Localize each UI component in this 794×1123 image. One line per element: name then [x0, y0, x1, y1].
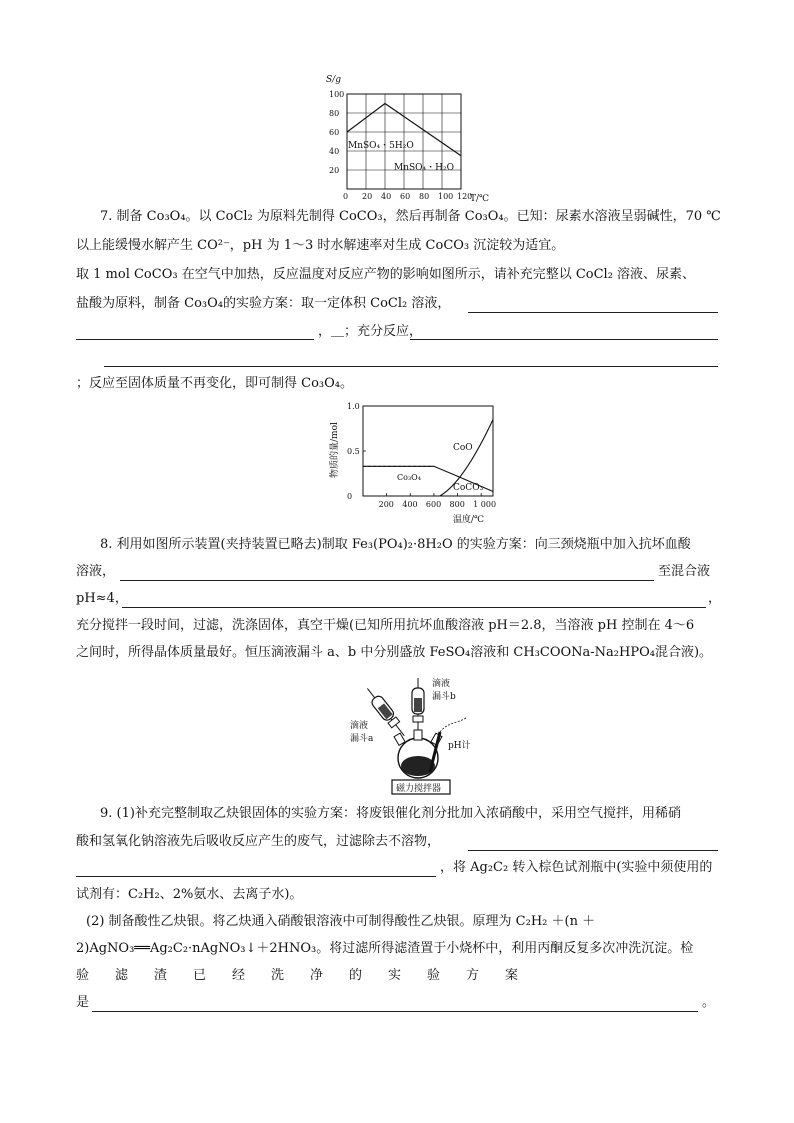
- x-axis-label: 温度/℃: [453, 515, 485, 525]
- q9-line-3: [440, 859, 712, 877]
- q8-answer-blank-1[interactable]: [120, 566, 654, 581]
- q9-text-8-post: 。: [702, 995, 716, 1010]
- y-tick-label: 60: [329, 128, 340, 137]
- funnel-b-liquid: [414, 698, 422, 712]
- q9-answer-blank-3[interactable]: [92, 997, 698, 1012]
- q9-answer-blank-1[interactable]: [468, 836, 718, 851]
- q9-line-8: [76, 994, 89, 1012]
- q8-line-3: [76, 590, 128, 608]
- q7-text-4: 盐酸为原料，制备 Co₃O₄的实验方案：取一定体积 CoCl₂ 溶液，: [76, 296, 451, 311]
- label-funnel-a-1: 滴液: [350, 721, 369, 731]
- q8-text-4: 充分搅拌一段时间，过滤，洗涤固体，真空干燥(已知所用抗坏血酸溶液 pH＝2.8，当溶液 pH 控制在 4～6: [76, 618, 695, 633]
- x-axis-label: T/℃: [470, 194, 490, 204]
- q9-line-8-end: [702, 994, 715, 1012]
- q9-text-5: (2) 制备酸性乙炔银。将乙炔通入硝酸银溶液中可制得酸性乙炔银。原理为 C₂H₂ ＋(n ＋: [86, 914, 596, 929]
- q7-answer-blank-3[interactable]: [410, 325, 718, 340]
- q7-line-4: [76, 295, 450, 313]
- y-tick-label: 0: [347, 492, 353, 501]
- q9-line-5: [86, 913, 595, 931]
- q9-number: 9.: [100, 806, 113, 821]
- q7-answer-blank-1[interactable]: [468, 298, 718, 313]
- q9-answer-blank-2[interactable]: [76, 862, 436, 877]
- q9-text-8-pre: 是: [76, 995, 90, 1010]
- apparatus-figure: [340, 672, 480, 796]
- q7-text-7: ；反应至固体质量不再变化，即可制得 Co₃O₄。: [76, 376, 353, 391]
- y-axis-label: S/g: [326, 75, 341, 85]
- q7-line-1: [100, 208, 721, 226]
- x-tick-label: 800: [449, 500, 465, 509]
- x-tick-label: 40: [381, 192, 392, 201]
- series-label-mnso4-h2o: MnSO₄・H₂O: [394, 163, 454, 173]
- q9-text-7: 验 滤 渣 已 经 洗 净 的 实 验 方 案: [76, 968, 519, 983]
- q9-text-6: 2)AgNO₃══Ag₂C₂·nAgNO₃↓＋2HNO₃。将过滤所得滤渣置于小烧杯中，利用丙酮反复多次冲洗沉淀。检: [76, 941, 694, 956]
- cobalt-chart: [325, 398, 505, 526]
- q7-text-5: ，＿；充分反应，: [318, 324, 423, 339]
- q7-text-2: 以上能缓慢水解产生 CO²⁻，pH 为 1～3 时水解速率对生成 CoCO₃ 沉淀较为适宜。: [76, 238, 565, 253]
- q9-line-4: [76, 886, 302, 904]
- x-tick-label: 0: [343, 192, 349, 201]
- q7-answer-blank-4[interactable]: [104, 352, 718, 367]
- q8-line-2-end: [658, 563, 710, 581]
- q8-answer-blank-2[interactable]: [122, 593, 706, 608]
- y-axis-label: 物质的量/mol: [330, 422, 340, 478]
- q8-text-1: 利用如图所示装置(夹持装置已略去)制取 Fe₃(PO₄)₂·8H₂O 的实验方案：向三颈烧瓶中加入抗坏血酸: [116, 537, 691, 552]
- q8-line-4: [76, 617, 694, 635]
- curve-label-co3o4: Co₃O₄: [397, 473, 421, 482]
- funnel-a-icon: [363, 685, 409, 740]
- q9-text-4: 试剂有：C₂H₂、2%氨水、去离子水)。: [76, 887, 303, 902]
- apparatus-svg: [340, 672, 480, 796]
- solubility-chart-svg: [320, 72, 500, 206]
- x-tick-label: 60: [400, 192, 411, 201]
- funnel-b-stopcock: [413, 716, 423, 722]
- q7-number: 7.: [100, 209, 113, 224]
- q8-text-3-post: ，: [708, 591, 722, 606]
- label-stirrer: 磁力搅拌器: [396, 784, 442, 794]
- x-tick-label: 400: [402, 500, 418, 509]
- q8-line-3-end: [708, 590, 721, 608]
- q7-line-2: [76, 237, 564, 255]
- q7-line-7: [76, 375, 353, 393]
- cobalt-chart-svg: [325, 398, 505, 526]
- q8-text-2-pre: 溶液，: [76, 564, 116, 579]
- q9-text-2: 酸和氢氧化钠溶液先后吸收反应产生的废气，过滤除去不溶物，: [76, 834, 441, 849]
- y-tick-label: 20: [329, 166, 340, 175]
- x-tick-label: 600: [425, 500, 442, 509]
- q9-line-7: [76, 967, 518, 985]
- x-tick-label: 120: [457, 192, 473, 201]
- center-neck: [414, 730, 422, 740]
- x-tick-label: 100: [438, 192, 454, 201]
- q7-line-3: [76, 266, 695, 284]
- x-tick-label: 1 000: [473, 500, 497, 509]
- x-tick-label: 20: [362, 192, 373, 201]
- q7-answer-blank-2[interactable]: [76, 325, 314, 340]
- series-label-mnso4-5h2o: MnSO₄・5H₂O: [348, 141, 414, 151]
- ph-cable: [440, 718, 466, 732]
- y-tick-label: 100: [329, 90, 345, 99]
- q7-line-5: [318, 323, 422, 341]
- y-tick-label: 40: [329, 147, 340, 156]
- q8-line-5: [76, 644, 712, 662]
- q9-line-2: [76, 833, 440, 851]
- solubility-chart: [320, 72, 500, 206]
- curve-label-coo: CoO: [453, 443, 473, 453]
- curve-label-coco3: CoCO₃: [453, 483, 484, 493]
- label-funnel-a-2: 漏斗a: [350, 734, 374, 744]
- x-tick-label: 80: [419, 192, 430, 201]
- label-funnel-b-2: 漏斗b: [432, 692, 456, 702]
- q8-line-2: [76, 563, 115, 581]
- y-tick-label: 80: [329, 109, 340, 118]
- label-funnel-b-1: 滴液: [432, 679, 451, 689]
- q8-text-3-pre: pH≈4，: [76, 591, 128, 606]
- q8-text-5: 之间时，所得晶体质量最好。恒压滴液漏斗 a、b 中分别盛放 FeSO₄溶液和 CH₃COONa-Na₂HPO₄混合液)。: [76, 645, 713, 660]
- x-tick-label: 200: [378, 500, 394, 509]
- q9-line-1: [100, 805, 681, 823]
- y-tick-label: 0.5: [347, 447, 360, 456]
- q9-text-1: (1)补充完整制取乙炔银固体的实验方案：将废银催化剂分批加入浓硝酸中，采用空气搅拌，用稀硝: [116, 806, 681, 821]
- flask-liquid: [401, 756, 435, 776]
- q7-text-1: 制备 Co₃O₄。以 CoCl₂ 为原料先制得 CoCO₃，然后再制备 Co₃O₄。已知：尿素水溶液呈弱碱性，70 ℃: [116, 209, 721, 224]
- y-tick-label: 1.0: [347, 402, 360, 411]
- q7-text-3: 取 1 mol CoCO₃ 在空气中加热，反应温度对反应产物的影响如图所示，请补充完整以 CoCl₂ 溶液、尿素、: [76, 267, 696, 282]
- q8-text-2-post: 至混合液: [658, 564, 711, 579]
- q8-line-1: [100, 536, 691, 554]
- q9-line-6: [76, 940, 693, 958]
- q8-number: 8.: [100, 537, 113, 552]
- q9-text-3: ，将 Ag₂C₂ 转入棕色试剂瓶中(实验中须使用的: [440, 860, 713, 875]
- label-ph-meter: pH计: [448, 741, 471, 751]
